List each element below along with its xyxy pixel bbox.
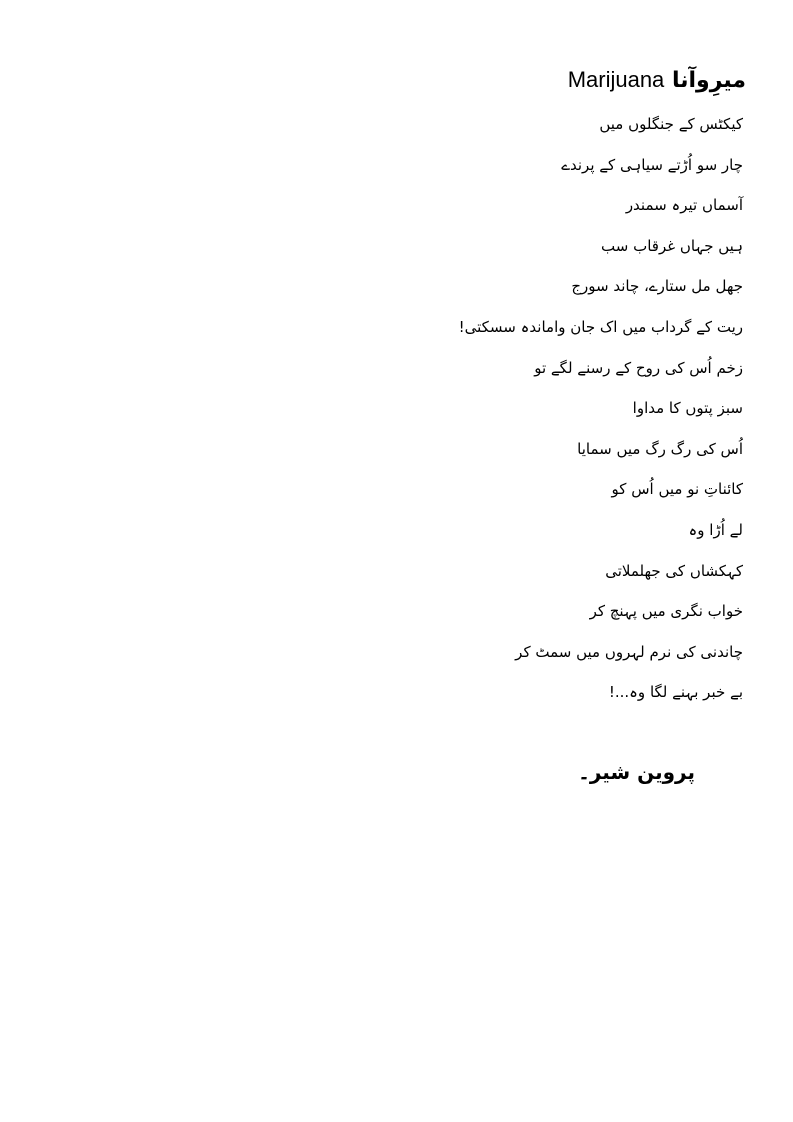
poem-line: اُس کی رگ رگ میں سمایا (577, 439, 743, 458)
poem-title-urdu: میرِوآنا (671, 68, 746, 93)
poem-line: جھل مل ستارے، چاند سورج (571, 277, 743, 296)
poem-line: سبز پتوں کا مداوا (632, 399, 743, 418)
poem-line: ریت کے گرداب میں اک جان واماندہ سسکتی! (458, 317, 743, 336)
poem-line: بے خبر بہنے لگا وہ...! (608, 683, 743, 702)
poem-line: کائناتِ نو میں اُس کو (611, 480, 743, 499)
poem-line: چاندنی کی نرم لہروں میں سمٹ کر (515, 642, 743, 661)
poem-title-latin: Marijuana (567, 67, 665, 92)
author-signature: پروین شیر۔ (578, 760, 695, 784)
poem-line: ہیں جہاں غرقاب سب (601, 236, 743, 255)
poem-title (560, 62, 746, 99)
poem-line: لے اُڑا وہ (688, 520, 743, 539)
poem-body (453, 104, 743, 713)
poem-line: خواب نگری میں پہنچ کر (589, 602, 743, 621)
poem-line: چار سو اُڑتے سیاہی کے پرندے (561, 155, 743, 174)
poem-line: زخم اُس کی روح کے رسنے لگے تو (534, 358, 743, 377)
poem-line: آسماں تیرہ سمندر (625, 196, 743, 215)
poem-line: کیکٹس کے جنگلوں میں (599, 115, 743, 133)
poem-line: کہکشاں کی جھلملاتی (605, 561, 743, 580)
